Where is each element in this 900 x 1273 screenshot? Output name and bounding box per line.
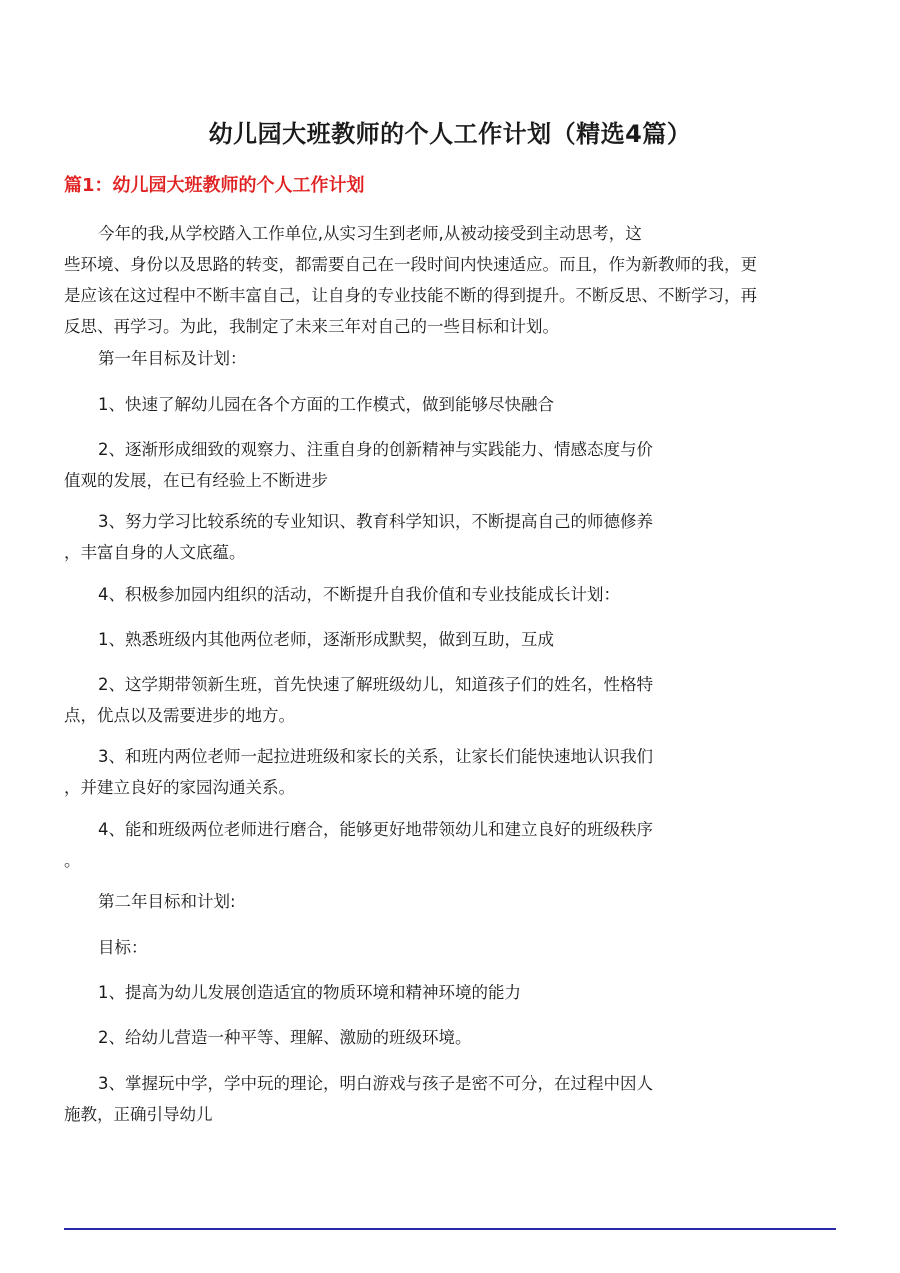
document-title: 幼儿园大班教师的个人工作计划（精选4篇） bbox=[208, 120, 692, 148]
paragraph-item bbox=[64, 1068, 653, 1130]
paragraph-line: 目标： bbox=[98, 938, 148, 957]
paragraph-line: 2、给幼儿营造一种平等、理解、激励的班级环境。 bbox=[98, 1028, 472, 1047]
paragraph-line: 第二年目标和计划: bbox=[98, 892, 236, 911]
section-heading: 篇1：幼儿园大班教师的个人工作计划 bbox=[64, 175, 365, 196]
paragraph-item bbox=[64, 506, 653, 568]
paragraph-item bbox=[64, 579, 620, 610]
paragraph-line: 3、掌握玩中学，学中玩的理论，明白游戏与孩子是密不可分，在过程中因人 bbox=[98, 1074, 653, 1093]
paragraph-year1-heading bbox=[64, 343, 247, 374]
paragraph-line: 第一年目标及计划： bbox=[98, 349, 247, 368]
paragraph-line: 3、努力学习比较系统的专业知识、教育科学知识，不断提高自己的师德修养 bbox=[98, 512, 653, 531]
paragraph-item bbox=[64, 977, 521, 1008]
paragraph-line: 。 bbox=[64, 851, 81, 870]
paragraph-line: 2、逐渐形成细致的观察力、注重自身的创新精神与实践能力、情感态度与价 bbox=[98, 440, 653, 459]
paragraph-line: 些环境、身份以及思路的转变，都需要自己在一段时间内快速适应。而且，作为新教师的我，更 bbox=[64, 255, 757, 274]
footer-divider bbox=[64, 1228, 836, 1230]
paragraph-line: 1、提高为幼儿发展创造适宜的物质环境和精神环境的能力 bbox=[98, 983, 521, 1002]
paragraph-line: 值观的发展，在已有经验上不断进步 bbox=[64, 471, 328, 490]
paragraph-item bbox=[64, 741, 653, 803]
paragraph-line: 4、积极参加园内组织的活动，不断提升自我价值和专业技能成长计划： bbox=[98, 585, 620, 604]
paragraph-line: 3、和班内两位老师一起拉进班级和家长的关系，让家长们能快速地认识我们 bbox=[98, 747, 653, 766]
paragraph-line: 施教，正确引导幼儿 bbox=[64, 1105, 213, 1124]
paragraph-item bbox=[64, 669, 653, 731]
paragraph-item bbox=[64, 814, 653, 876]
paragraph-item bbox=[64, 434, 653, 496]
paragraph-line: ，并建立良好的家园沟通关系。 bbox=[64, 778, 295, 797]
paragraph-goal-heading bbox=[64, 932, 148, 963]
paragraph-line: 今年的我,从学校踏入工作单位,从实习生到老师,从被动接受到主动思考，这 bbox=[98, 224, 642, 243]
paragraph-item bbox=[64, 624, 554, 655]
paragraph-line: 点，优点以及需要进步的地方。 bbox=[64, 706, 295, 725]
paragraph-line: 2、这学期带领新生班，首先快速了解班级幼儿，知道孩子们的姓名，性格特 bbox=[98, 675, 653, 694]
paragraph-item bbox=[64, 389, 554, 420]
paragraph-line: 反思、再学习。为此，我制定了未来三年对自己的一些目标和计划。 bbox=[64, 317, 559, 336]
paragraph-line: 1、熟悉班级内其他两位老师，逐渐形成默契，做到互助，互成 bbox=[98, 630, 554, 649]
paragraph-line: 1、快速了解幼儿园在各个方面的工作模式，做到能够尽快融合 bbox=[98, 395, 554, 414]
paragraph-item bbox=[64, 1022, 472, 1053]
paragraph-line: 是应该在这过程中不断丰富自己，让自身的专业技能不断的得到提升。不断反思、不断学习，再 bbox=[64, 286, 757, 305]
paragraph-intro bbox=[64, 218, 757, 342]
paragraph-year2-heading bbox=[64, 886, 236, 917]
paragraph-line: ，丰富自身的人文底蕴。 bbox=[64, 543, 246, 562]
paragraph-line: 4、能和班级两位老师进行磨合，能够更好地带领幼儿和建立良好的班级秩序 bbox=[98, 820, 653, 839]
